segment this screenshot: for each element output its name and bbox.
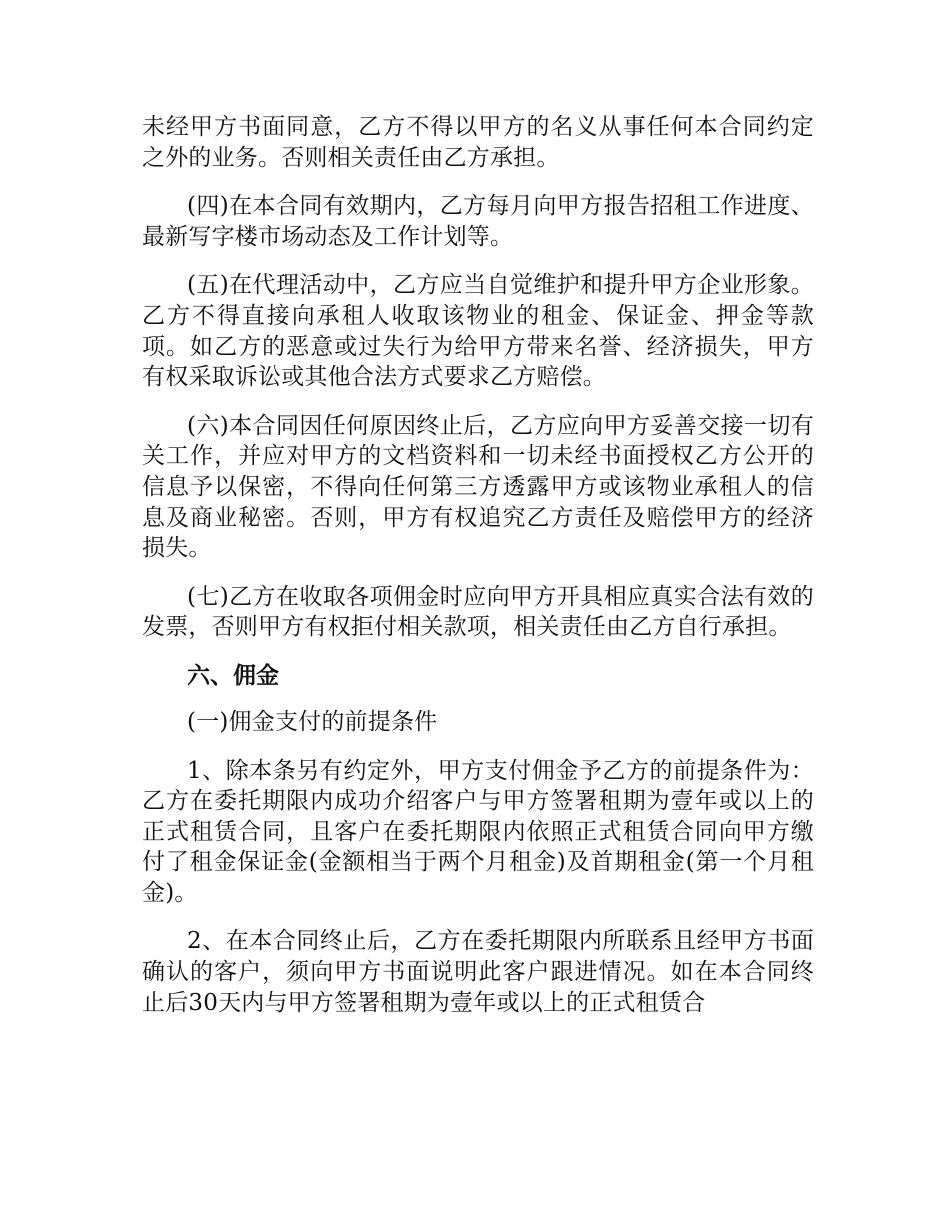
- section-heading-commission: 六、佣金: [187, 662, 279, 689]
- clause-4-paragraph: (四)在本合同有效期内，乙方每月向甲方报告招租工作进度、最新写字楼市场动态及工作计划等。: [142, 193, 814, 250]
- clause-7-paragraph: (七)乙方在收取各项佣金时应向甲方开具相应真实合法有效的发票，否则甲方有权拒付相关款项，相关责任由乙方自行承担。: [142, 583, 814, 641]
- clause-5-paragraph: (五)在代理活动中，乙方应当自觉维护和提升甲方企业形象。乙方不得直接向承租人收取该物业的租金、保证金、押金等款项。如乙方的恶意或过失行为给甲方带来名誉、经济损失，甲方有权采取诉讼或其他合法方式要求乙方赔偿。: [142, 272, 814, 391]
- paragraph-continued: 未经甲方书面同意，乙方不得以甲方的名义从事任何本合同约定之外的业务。否则相关责任由乙方承担。: [142, 114, 814, 171]
- clause-6-paragraph: (六)本合同因任何原因终止后，乙方应向甲方妥善交接一切有关工作，并应对甲方的文档资料和一切未经书面授权乙方公开的信息予以保密，不得向任何第三方透露甲方或该物业承租人的信息及商业秘密。否则，甲方有权追究乙方责任及赔偿甲方的经济损失。: [142, 412, 814, 562]
- commission-item-1-paragraph: 1、除本条另有约定外，甲方支付佣金予乙方的前提条件为：乙方在委托期限内成功介绍客户与甲方签署租期为壹年或以上的正式租赁合同，且客户在委托期限内依照正式租赁合同向甲方缴付了租金保证金(金额相当于两个月租金)及首期租金(第一个月租金)。: [142, 757, 814, 906]
- commission-item-2-paragraph: 2、在本合同终止后，乙方在委托期限内所联系且经甲方书面确认的客户，须向甲方书面说明此客户跟进情况。如在本合同终止后30天内与甲方签署租期为壹年或以上的正式租赁合: [142, 928, 814, 1016]
- subsection-1-title: (一)佣金支付的前提条件: [187, 708, 438, 735]
- document-page: [142, 112, 814, 1036]
